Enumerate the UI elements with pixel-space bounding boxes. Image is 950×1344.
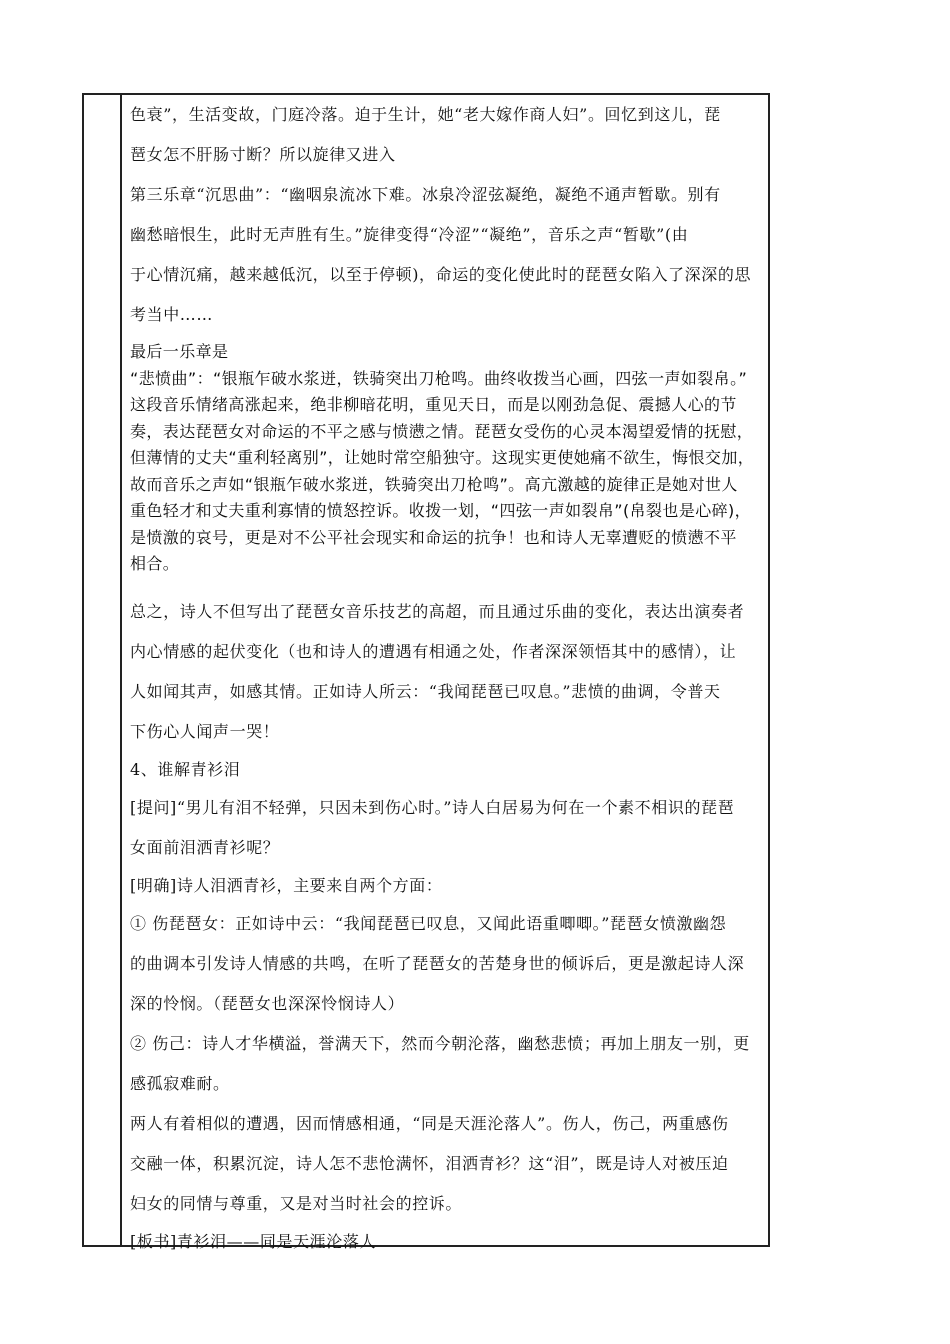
paragraph-line: ② 伤己：诗人才华横溢，誉满天下，然而今朝沦落，幽愁悲愤；再加上朋友一别，更 <box>130 1033 750 1053</box>
scan-line: 奏，表达琵琶女对命运的不平之感与愤懑之情。琵琶女受伤的心灵本渴望爱情的抚慰， <box>130 421 754 441</box>
paragraph-line: 深的怜悯。（琵琶女也深深怜悯诗人） <box>130 993 405 1013</box>
paragraph-line: 感孤寂难耐。 <box>130 1073 230 1093</box>
paragraph-line: 幽愁暗恨生，此时无声胜有生。”旋律变得“冷涩”“凝绝”，音乐之声“暂歇”(由 <box>130 225 689 244</box>
scan-line: “悲愤曲”：“银瓶乍破水浆迸，铁骑突出刀枪鸣。曲终收拨当心画，四弦一声如裂帛。” <box>130 368 748 388</box>
paragraph-line: 交融一体，积累沉淀，诗人怎不悲怆满怀，泪洒青衫？这“泪”，既是诗人对被压迫 <box>130 1153 729 1173</box>
paragraph-line: 总之，诗人不但写出了琵琶女音乐技艺的高超，而且通过乐曲的变化，表达出演奏者 <box>130 601 745 621</box>
paragraph-line: 考当中…… <box>130 305 214 324</box>
scan-line: 是愤激的哀号，更是对不公平社会现实和命运的抗争！也和诗人无辜遭贬的愤懑不平 <box>130 527 737 547</box>
scan-line: 最后一乐章是 <box>130 342 229 361</box>
scan-line: 重色轻才和丈夫重利寡情的愤怒控诉。收拨一划，“四弦一声如裂帛”(帛裂也是心碎)， <box>130 501 752 520</box>
paragraph-line: 两人有着相似的遭遇，因而情感相通，“同是天涯沦落人”。伤人，伤己，两重感伤 <box>130 1113 729 1133</box>
paragraph-line: ① 伤琵琶女：正如诗中云：“我闻琵琶已叹息，又闻此语重唧唧。”琵琶女愤激幽怨 <box>130 913 727 933</box>
paragraph-line: 下伤心人闻声一哭！ <box>130 721 280 741</box>
board-summary: [板书]青衫泪——同是天涯沦落人 <box>130 1231 377 1251</box>
paragraph-line: 女面前泪洒青衫呢？ <box>130 837 280 857</box>
table-content-cell <box>130 95 766 1260</box>
scanned-excerpt <box>130 339 766 578</box>
scan-line: 但薄情的丈夫“重利轻离别”，让她时常空船独守。这现实更使她痛不欲生，悔恨交加， <box>130 448 755 467</box>
section-heading: 4、谁解青衫泪 <box>130 759 241 779</box>
scan-line: 这段音乐情绪高涨起来，绝非柳暗花明，重见天日，而是以刚劲急促、震撼人心的节 <box>130 395 737 414</box>
table-left-column <box>84 95 122 1245</box>
paragraph-line: 内心情感的起伏变化（也和诗人的遭遇有相通之处，作者深深领悟其中的感情），让 <box>130 641 737 661</box>
paragraph-line: 于心情沉痛，越来越低沉，以至于停顿)，命运的变化使此时的琵琶女陷入了深深的思 <box>130 265 752 284</box>
paragraph-line: 人如闻其声，如感其情。正如诗人所云：“我闻琵琶已叹息。”悲愤的曲调，令普天 <box>130 681 721 701</box>
lesson-table <box>82 93 770 1251</box>
paragraph-line: 的曲调本引发诗人情感的共鸣，在听了琵琶女的苦楚身世的倾诉后，更是激起诗人深 <box>130 953 745 973</box>
paragraph-line: 妇女的同情与尊重，又是对当时社会的控诉。 <box>130 1193 463 1213</box>
scan-line: 相合。 <box>130 554 180 573</box>
paragraph-line: 琶女怎不肝肠寸断？所以旋律又进入 <box>130 145 396 164</box>
paragraph-line: [明确]诗人泪洒青衫，主要来自两个方面： <box>130 875 443 895</box>
paragraph-line: 第三乐章“沉思曲”：“幽咽泉流冰下难。冰泉冷涩弦凝绝，凝绝不通声暂歇。别有 <box>130 185 721 204</box>
paragraph-line: 色衰”，生活变故，门庭冷落。迫于生计，她“老大嫁作商人妇”。回忆到这儿，琵 <box>130 105 721 124</box>
paragraph-line: [提问]“男儿有泪不轻弹，只因未到伤心时。”诗人白居易为何在一个素不相识的琵琶 <box>130 797 735 817</box>
scan-line: 故而音乐之声如“银瓶乍破水浆迸，铁骑突出刀枪鸣”。高亢激越的旋律正是她对世人 <box>130 474 738 494</box>
